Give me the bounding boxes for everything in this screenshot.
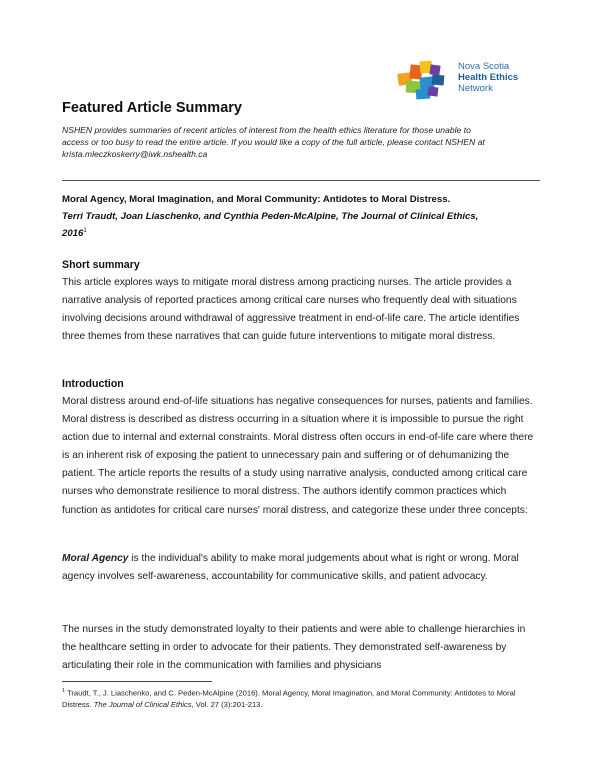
- section-divider: [62, 180, 540, 181]
- footnote-divider: [62, 681, 212, 682]
- moral-agency-paragraph: [62, 550, 540, 586]
- logo-line-3: Network: [458, 83, 493, 94]
- article-authors-line-1: Terri Traudt, Joan Liaschenko, and Cynthia Peden-McAlpine, The Journal of Clinical Ethics,: [62, 211, 479, 222]
- short-summary-heading: Short summary: [62, 259, 140, 271]
- article-authors-line-2: [62, 224, 540, 241]
- footnote: [62, 686, 540, 711]
- logo-line-1: Nova Scotia: [458, 61, 510, 72]
- intro-note-line-2: access or too busy to read the entire article. If you would like a copy of the full article, please contact NSHEN at: [62, 137, 485, 147]
- logo-text: [458, 61, 518, 94]
- introduction-heading: Introduction: [62, 378, 124, 390]
- page-title: Featured Article Summary: [62, 100, 242, 116]
- footnote-text-after: , Vol. 27 (3):201-213.: [191, 700, 263, 710]
- footnote-text-before: Traudt, T., J. Liaschenko, and C. Peden-McAlpine (2016). Moral Agency, Moral Imagination, and Moral Community: Antidotes to Moral Distress.: [62, 688, 516, 710]
- moral-agency-text: is the individual's ability to make moral judgements about what is right or wrong. Moral agency involves self-awareness, accountability for communicative skills, and patient advocacy.: [62, 553, 519, 583]
- article-year: 2016: [62, 228, 84, 240]
- nurses-paragraph: The nurses in the study demonstrated loyalty to their patients and were able to challenge hierarchies in the healthcare setting in order to advocate for their patients. They demonstrated self-awareness by articulating their role in the communication with families and physicians: [62, 624, 526, 672]
- footnote-reference[interactable]: 1: [83, 228, 87, 234]
- nshen-logo: [392, 55, 552, 105]
- intro-note: [62, 124, 540, 160]
- introduction-text: Moral distress around end-of-life situations has negative consequences for nurses, patients and families. Moral distress is described as distress occurring in a situation where it is impossible to pursue the right action due to internal and external constraints. Moral distress often occurs in end-of-life care where there is an inherent risk of exposing the patient to unnecessary pain and suffering or of dehumanizing the patient. The article reports the results of a study using narrative analysis, conducted among critical care nurses who demonstrate resilience to moral distress. The authors identify common practices which function as antidotes for critical care nurses' moral distress, and categorize these under three concepts:: [62, 396, 534, 516]
- footnote-journal: The Journal of Clinical Ethics: [93, 700, 192, 710]
- moral-agency-term: Moral Agency: [62, 553, 129, 564]
- article-title: Moral Agency, Moral Imagination, and Moral Community: Antidotes to Moral Distress.: [62, 194, 451, 205]
- contact-email: krista.mleczkoskerry@iwk.nshealth.ca: [62, 149, 208, 159]
- logo-line-2: Health Ethics: [458, 72, 519, 83]
- short-summary-text: This article explores ways to mitigate moral distress among practicing nurses. The article provides a narrative analysis of reported practices among critical care nurses who frequently deal with situations involving decisions around withdrawal of aggressive treatment in end-of-life care. The article identifies three themes from these narratives that can guide future interventions to mitigate moral distress.: [62, 277, 520, 343]
- footnote-marker: 1: [62, 688, 66, 694]
- intro-note-line-1: NSHEN provides summaries of recent articles of interest from the health ethics literature for those unable to: [62, 125, 471, 135]
- article-authors: [62, 209, 540, 241]
- nshen-logo-mark-icon: [392, 55, 454, 103]
